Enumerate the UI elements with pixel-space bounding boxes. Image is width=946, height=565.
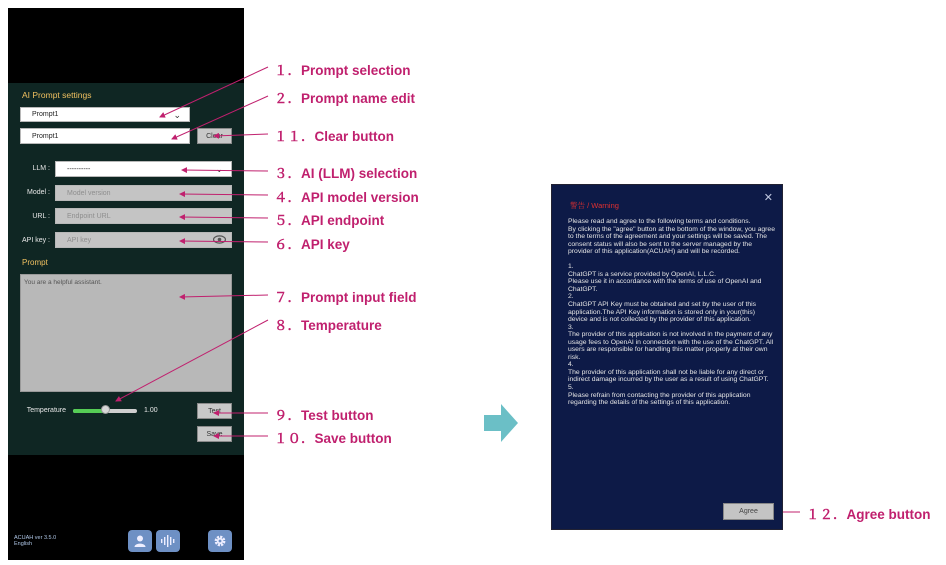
leader-line-model <box>180 194 268 195</box>
language-text: English <box>14 541 33 547</box>
terms-list-paragraph: 1. ChatGPT is a service provided by OpenAI, L.L.C. Please use it in accordance with the terms of use of OpenAI and ChatGPT. 2. ChatGPT API Key must be obtained and set by the user of this application.The API Key information is stored only in your(this) device and is not collected by the provider of this application. 3. The provider of this application is not involved in the payment of any usage fees to OpenAI in connection with the use of the ChatGPT. All users are responsible for handling this matter properly at their own risk. 4. The provider of this application shall not be liable for any direct or indirect damage incurred by the user as a result of using ChatGPT. 5. Please refrain from contacting the provider of this application regarding the details of the settings of this application. <box>568 263 774 407</box>
agree-button[interactable]: Agree <box>723 503 774 520</box>
leader-line-temperature <box>116 320 268 401</box>
annotation-label: ５．API endpoint <box>274 213 385 228</box>
leader-line-prompt-selection <box>160 67 268 117</box>
leader-line-prompt-name <box>172 96 268 139</box>
right-arrow-icon <box>484 404 518 442</box>
annotation-label: ６．API key <box>274 237 350 252</box>
annotation-label: ３．AI (LLM) selection <box>274 166 418 181</box>
prompt-label: Prompt <box>22 258 48 267</box>
url-label: URL : <box>32 213 50 220</box>
save-button[interactable]: Save <box>197 426 232 442</box>
annotation-label: １．Prompt selection <box>274 63 411 78</box>
annotation-label: ４．API model version <box>274 190 419 205</box>
annotation-label: １０．Save button <box>274 431 392 446</box>
annotation-label: １１．Clear button <box>274 129 394 144</box>
annotation-label: １２．Agree button <box>806 507 931 522</box>
prompt-name-value: Prompt1 <box>32 132 59 140</box>
prompt-select-value: Prompt1 <box>32 111 59 118</box>
endpoint-url-placeholder: Endpoint URL <box>67 212 111 220</box>
leader-line-clear <box>214 134 268 136</box>
chevron-down-icon: ⌄ <box>173 110 181 120</box>
dialog-title-jp: 警告 <box>570 201 585 210</box>
leader-line-api-key <box>180 241 268 242</box>
api-key-label: API key : <box>21 237 50 244</box>
version-text: ACUAH ver 3.5.0 <box>14 535 57 541</box>
temperature-label: Temperature <box>26 407 66 414</box>
dialog-title-separator: / <box>585 201 592 210</box>
annotation-label: ７．Prompt input field <box>274 290 417 305</box>
leader-line-prompt <box>180 295 268 297</box>
llm-select-value: ---------- <box>67 165 91 173</box>
api-key-placeholder: API key <box>67 236 92 244</box>
chevron-down-icon: ⌄ <box>215 164 223 174</box>
dialog-terms-text <box>568 218 776 407</box>
model-version-placeholder: Model version <box>67 189 111 197</box>
dialog-title-en: Warning <box>591 201 619 210</box>
prompt-input-field[interactable]: You are a helpful assistant. <box>20 274 232 392</box>
terms-intro-paragraph: Please read and agree to the following terms and conditions. By clicking the "agree" button at the bottom of the window, you agree to the terms of the agreement and your settings will be saved. The consent status will also be sent to the server managed by the provider of this application(ACUAH) and will be recorded. <box>568 218 775 256</box>
annotation-label: ８．Temperature <box>274 318 382 333</box>
llm-label: LLM : <box>32 165 50 172</box>
leader-line-url <box>180 217 268 218</box>
test-button[interactable]: Test <box>197 403 232 419</box>
panel-title: AI Prompt settings <box>22 90 92 100</box>
model-label: Model : <box>27 189 50 196</box>
close-icon[interactable]: ✕ <box>763 192 773 204</box>
annotation-label: ２．Prompt name edit <box>274 91 416 106</box>
warning-dialog <box>551 184 783 530</box>
annotation-label: ９．Test button <box>274 408 374 423</box>
clear-button[interactable]: Clear <box>197 128 232 144</box>
temperature-value: 1.00 <box>144 407 158 414</box>
leader-line-llm <box>182 170 268 171</box>
dialog-title <box>570 200 619 211</box>
